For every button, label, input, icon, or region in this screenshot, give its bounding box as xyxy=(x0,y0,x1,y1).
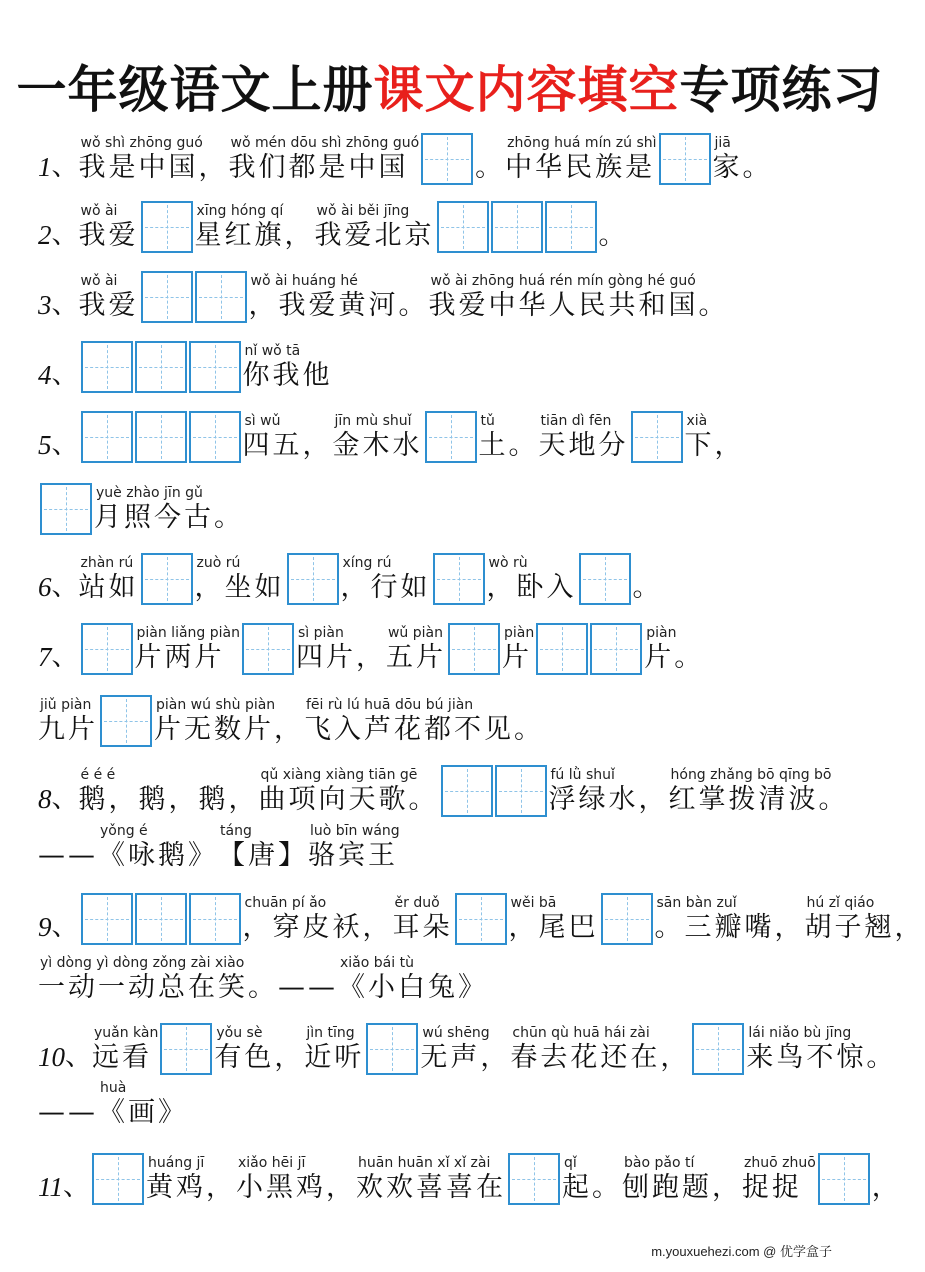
pinyin-text: huáng jī xyxy=(148,1155,205,1171)
text-segment xyxy=(249,273,429,325)
pinyin-text: jìn tīng xyxy=(306,1025,355,1041)
text-segment xyxy=(599,203,629,255)
hanzi-text: 天地分 xyxy=(538,430,629,461)
text-segment xyxy=(296,625,386,677)
hanzi-text: 飞入芦花都不见。 xyxy=(304,714,544,745)
item-number: 2 xyxy=(38,220,52,250)
answer-box-group xyxy=(100,695,152,747)
pinyin-text: zhàn rú xyxy=(80,555,134,571)
pinyin-text: xíng rú xyxy=(342,555,392,571)
pinyin-text xyxy=(633,555,635,571)
pinyin-text: yì dòng yì dòng zǒng zài xiào xyxy=(40,955,245,971)
hanzi-text: —— xyxy=(38,1097,98,1128)
hanzi-text: ，坐如 xyxy=(194,572,285,603)
text-segment xyxy=(195,203,315,255)
tianzige-answer-box[interactable] xyxy=(81,411,133,463)
exercise-line xyxy=(38,185,629,255)
hanzi-text: 《小白兔》 xyxy=(338,972,488,1003)
pinyin-text: hú zǐ qiáo xyxy=(806,895,875,911)
tianzige-answer-box[interactable] xyxy=(601,893,653,945)
item-separator: 、 xyxy=(51,289,79,320)
text-segment xyxy=(633,555,663,607)
item-separator: 、 xyxy=(63,1171,90,1202)
text-segment xyxy=(479,413,539,465)
answer-box-group xyxy=(141,271,247,323)
pinyin-text: jīn mù shuǐ xyxy=(334,413,412,429)
answer-box-group xyxy=(631,411,683,463)
item-separator: 、 xyxy=(51,151,79,182)
answer-box-group xyxy=(81,623,133,675)
text-segment xyxy=(356,1155,506,1207)
answer-box-group xyxy=(818,1153,870,1205)
text-segment xyxy=(243,413,333,465)
exercise-line xyxy=(38,1137,902,1207)
tianzige-answer-box[interactable] xyxy=(590,623,642,675)
item-number: 5 xyxy=(38,430,52,460)
text-segment xyxy=(98,823,218,875)
page-title xyxy=(0,50,900,122)
text-segment xyxy=(38,1080,98,1132)
pinyin-text: wǒ ài běi jīng xyxy=(316,203,410,219)
text-segment xyxy=(429,273,729,325)
text-segment xyxy=(549,767,669,819)
title-part-highlight: 课文内容填空 xyxy=(373,61,680,119)
hanzi-text: 一动一动总在笑。—— xyxy=(38,972,338,1003)
answer-box-group xyxy=(81,411,241,463)
hanzi-text: 我是中国， xyxy=(78,152,229,183)
pinyin-text xyxy=(599,203,601,219)
text-segment xyxy=(746,1025,896,1077)
pinyin-text: qǔ xiàng xiàng tiān gē xyxy=(260,767,418,783)
exercise-line xyxy=(38,937,488,1007)
pinyin-text: qǐ xyxy=(564,1155,577,1171)
answer-box-group xyxy=(92,1153,144,1205)
text-segment xyxy=(308,823,400,875)
title-part-1: 一年级语文上册 xyxy=(16,61,374,119)
text-segment xyxy=(79,135,229,187)
tianzige-answer-box[interactable] xyxy=(421,133,473,185)
text-segment xyxy=(505,135,656,187)
pinyin-text: bào pǎo tí xyxy=(624,1155,695,1171)
pinyin-text: fēi rù lú huā dōu bú jiàn xyxy=(306,697,474,713)
tianzige-answer-box[interactable] xyxy=(545,201,597,253)
hanzi-text: 站如 xyxy=(78,572,139,603)
hanzi-text: 你我他 xyxy=(242,360,333,391)
pinyin-text: yuǎn kàn xyxy=(94,1025,159,1041)
answer-box-group xyxy=(692,1023,744,1075)
pinyin-text: sì wǔ xyxy=(244,413,281,429)
exercise-line xyxy=(38,255,729,325)
tianzige-answer-box[interactable] xyxy=(81,623,133,675)
pinyin-text: piàn xyxy=(646,625,677,641)
answer-box-group xyxy=(441,765,547,817)
hanzi-text: 五片 xyxy=(385,642,446,673)
pinyin-text: chuān pí ǎo xyxy=(244,895,327,911)
item-separator: 、 xyxy=(51,571,79,602)
pinyin-text: zuò rú xyxy=(196,555,241,571)
pinyin-text: fú lǜ shuǐ xyxy=(550,767,615,783)
text-segment xyxy=(805,895,925,947)
tianzige-answer-box[interactable] xyxy=(441,765,493,817)
hanzi-text: 黄鸡， xyxy=(146,1172,236,1203)
answer-box-group xyxy=(141,553,193,605)
title-part-3: 专项练习 xyxy=(679,61,884,119)
tianzige-answer-box[interactable] xyxy=(135,411,187,463)
answer-box-group xyxy=(536,623,642,675)
hanzi-text: 。 xyxy=(632,572,663,603)
text-segment xyxy=(304,697,544,749)
exercise-line xyxy=(38,325,333,395)
tianzige-answer-box[interactable] xyxy=(287,553,339,605)
tianzige-answer-box[interactable] xyxy=(100,695,152,747)
hanzi-text: 。三瓣嘴， xyxy=(654,912,805,943)
tianzige-answer-box[interactable] xyxy=(692,1023,744,1075)
pinyin-text: zhōng huá mín zú shì xyxy=(507,135,657,151)
hanzi-text: 刨跑题， xyxy=(622,1172,742,1203)
hanzi-text: 春去花还在， xyxy=(510,1042,691,1073)
hanzi-text: 片 xyxy=(501,642,532,673)
hanzi-text: 浮绿水， xyxy=(548,784,669,815)
pinyin-text: piàn liǎng piàn xyxy=(136,625,240,641)
text-segment xyxy=(562,1155,622,1207)
hanzi-text: 我们都是中国 xyxy=(228,152,409,183)
tianzige-answer-box[interactable] xyxy=(189,341,241,393)
pinyin-text: piàn wú shù piàn xyxy=(156,697,276,713)
hanzi-text: 四片， xyxy=(295,642,386,673)
hanzi-text: 骆宾王 xyxy=(308,840,398,871)
hanzi-text: 月照今古。 xyxy=(94,502,244,533)
tianzige-answer-box[interactable] xyxy=(631,411,683,463)
hanzi-text: 红掌拨清波。 xyxy=(668,784,849,815)
tianzige-answer-box[interactable] xyxy=(579,553,631,605)
tianzige-answer-box[interactable] xyxy=(141,271,193,323)
hanzi-text: —— xyxy=(38,840,98,871)
hanzi-text: 星红旗， xyxy=(194,220,315,251)
answer-box-group xyxy=(659,133,711,185)
pinyin-text: chūn qù huā hái zài xyxy=(512,1025,650,1041)
pinyin-text: huà xyxy=(100,1080,127,1096)
text-segment xyxy=(229,135,420,187)
hanzi-text: 九片 xyxy=(38,714,98,745)
exercise-line xyxy=(38,607,704,677)
hanzi-text: 《画》 xyxy=(98,1097,188,1128)
text-segment xyxy=(644,625,704,677)
hanzi-text: 片无数片， xyxy=(154,714,304,745)
text-segment xyxy=(341,555,431,607)
text-segment xyxy=(304,1025,364,1077)
hanzi-text: 胡子翘， xyxy=(804,912,925,943)
exercise-line xyxy=(38,395,745,465)
text-segment xyxy=(509,895,599,947)
pinyin-text: zhuō zhuō xyxy=(744,1155,816,1171)
tianzige-answer-box[interactable] xyxy=(135,341,187,393)
hanzi-text: 【唐】 xyxy=(218,840,308,871)
item-separator: 、 xyxy=(51,783,79,814)
tianzige-answer-box[interactable] xyxy=(508,1153,560,1205)
hanzi-text: 远看 xyxy=(92,1042,152,1073)
text-segment xyxy=(236,1155,356,1207)
hanzi-text: 鹅，鹅，鹅， xyxy=(78,784,259,815)
exercise-line xyxy=(38,805,400,875)
exercise-line xyxy=(38,537,663,607)
text-segment xyxy=(218,823,308,875)
pinyin-text: ěr duǒ xyxy=(394,895,440,911)
text-segment xyxy=(713,135,773,187)
text-segment xyxy=(386,625,446,677)
answer-box-group xyxy=(366,1023,418,1075)
tianzige-answer-box[interactable] xyxy=(433,553,485,605)
hanzi-text: 近听 xyxy=(304,1042,365,1073)
hanzi-text: 欢欢喜喜在 xyxy=(356,1172,506,1203)
text-segment xyxy=(243,343,333,395)
answer-box-group xyxy=(448,623,500,675)
item-number: 10 xyxy=(38,1042,65,1072)
answer-box-group xyxy=(579,553,631,605)
text-segment xyxy=(669,767,849,819)
tianzige-answer-box[interactable] xyxy=(448,623,500,675)
item-number: 3 xyxy=(38,290,52,320)
tianzige-answer-box[interactable] xyxy=(195,271,247,323)
item-number: 6 xyxy=(38,572,52,602)
item-separator: 、 xyxy=(51,359,79,390)
text-segment xyxy=(622,1155,742,1207)
hanzi-text: 曲项向天歌。 xyxy=(258,784,439,815)
tianzige-answer-box[interactable] xyxy=(242,623,294,675)
text-segment xyxy=(420,1025,510,1077)
pinyin-text: wěi bā xyxy=(510,895,557,911)
pinyin-text: sì piàn xyxy=(297,625,344,641)
hanzi-text: ，卧入 xyxy=(486,572,577,603)
hanzi-text: ，我爱黄河。 xyxy=(248,290,429,321)
hanzi-text: 片。 xyxy=(644,642,705,673)
exercise-line xyxy=(38,117,773,187)
pinyin-text: lái niǎo bù jīng xyxy=(748,1025,852,1041)
answer-box-group xyxy=(425,411,477,463)
hanzi-text: 我爱 xyxy=(78,220,139,251)
pinyin-text: piàn xyxy=(503,625,535,641)
pinyin-text: wǔ piàn xyxy=(387,625,443,641)
text-segment xyxy=(38,823,98,875)
text-segment xyxy=(487,555,577,607)
answer-box-group xyxy=(421,133,473,185)
pinyin-text: yǒng é xyxy=(100,823,148,839)
text-segment xyxy=(79,273,139,325)
text-segment xyxy=(685,413,745,465)
hanzi-text: 《咏鹅》 xyxy=(98,840,218,871)
text-segment xyxy=(475,135,505,187)
pinyin-text: huān huān xǐ xǐ zài xyxy=(358,1155,491,1171)
hanzi-text: 有色， xyxy=(214,1042,305,1073)
tianzige-answer-box[interactable] xyxy=(81,341,133,393)
pinyin-text: nǐ wǒ tā xyxy=(244,343,301,359)
text-segment xyxy=(195,555,285,607)
tianzige-answer-box[interactable] xyxy=(141,553,193,605)
pinyin-text: xiǎo hēi jī xyxy=(238,1155,306,1171)
pinyin-text: luò bīn wáng xyxy=(310,823,400,839)
answer-box-group xyxy=(141,201,193,253)
text-segment xyxy=(38,697,98,749)
answer-box-group xyxy=(601,893,653,945)
pinyin-text: tǔ xyxy=(480,413,495,429)
pinyin-text: wǒ ài xyxy=(80,203,118,219)
item-number: 9 xyxy=(38,912,52,942)
item-number: 11 xyxy=(38,1172,63,1202)
tianzige-answer-box[interactable] xyxy=(141,201,193,253)
pinyin-text: wǒ mén dōu shì zhōng guó xyxy=(230,135,420,151)
pinyin-text: wò rù xyxy=(488,555,528,571)
pinyin-text: wǒ shì zhōng guó xyxy=(80,135,203,151)
hanzi-text: 我爱中华人民共和国。 xyxy=(428,290,729,321)
hanzi-text: 。 xyxy=(598,220,629,251)
text-segment xyxy=(315,203,435,255)
answer-box-group xyxy=(437,201,597,253)
text-segment xyxy=(94,485,244,537)
tianzige-answer-box[interactable] xyxy=(659,133,711,185)
hanzi-text: 我爱 xyxy=(78,290,139,321)
item-number: 8 xyxy=(38,784,52,814)
text-segment xyxy=(214,1025,304,1077)
pinyin-text: jiǔ piàn xyxy=(40,697,92,713)
text-segment xyxy=(38,955,338,1007)
pinyin-text: xiǎo bái tù xyxy=(340,955,414,971)
pinyin-text: wú shēng xyxy=(422,1025,490,1041)
text-segment xyxy=(338,955,488,1007)
tianzige-answer-box[interactable] xyxy=(425,411,477,463)
text-segment xyxy=(872,1155,902,1207)
text-segment xyxy=(135,625,240,677)
text-segment xyxy=(655,895,805,947)
text-segment xyxy=(146,1155,236,1207)
text-segment xyxy=(333,413,423,465)
text-segment xyxy=(502,625,534,677)
hanzi-text: 起。 xyxy=(562,1172,622,1203)
item-separator: 、 xyxy=(65,1041,92,1072)
hanzi-text: 金木水 xyxy=(332,430,423,461)
tianzige-answer-box[interactable] xyxy=(495,765,547,817)
tianzige-answer-box[interactable] xyxy=(40,483,92,535)
hanzi-text: ， xyxy=(871,1172,902,1203)
pinyin-text: táng xyxy=(220,823,252,839)
hanzi-text: 捉捉 xyxy=(742,1172,802,1203)
pinyin-text: yuè zhào jīn gǔ xyxy=(96,485,203,501)
text-segment xyxy=(79,555,139,607)
tianzige-answer-box[interactable] xyxy=(536,623,588,675)
hanzi-text: 下， xyxy=(684,430,745,461)
item-separator: 、 xyxy=(51,429,79,460)
tianzige-answer-box[interactable] xyxy=(189,411,241,463)
exercise-line xyxy=(38,467,244,537)
pinyin-text: sān bàn zuǐ xyxy=(656,895,737,911)
tianzige-answer-box[interactable] xyxy=(818,1153,870,1205)
item-separator: 、 xyxy=(51,641,79,672)
hanzi-text: 土。 xyxy=(478,430,539,461)
hanzi-text: ，穿皮袄， xyxy=(242,912,393,943)
text-segment xyxy=(98,1080,188,1132)
tianzige-answer-box[interactable] xyxy=(92,1153,144,1205)
hanzi-text: ，行如 xyxy=(340,572,431,603)
item-separator: 、 xyxy=(51,911,79,942)
answer-box-group xyxy=(433,553,485,605)
hanzi-text: 四五， xyxy=(242,430,333,461)
pinyin-text xyxy=(38,823,40,839)
tianzige-answer-box[interactable] xyxy=(491,201,543,253)
hanzi-text: 小黑鸡， xyxy=(236,1172,356,1203)
answer-box-group xyxy=(40,483,92,535)
hanzi-text: 耳朵 xyxy=(392,912,453,943)
pinyin-text: xīng hóng qí xyxy=(196,203,284,219)
hanzi-text: 家。 xyxy=(712,152,773,183)
hanzi-text: 片两片 xyxy=(134,642,225,673)
text-segment xyxy=(742,1155,816,1207)
footer-credit: m.youxuehezi.com @ 优学盒子 xyxy=(651,1244,832,1259)
hanzi-text: 来鸟不惊。 xyxy=(746,1042,897,1073)
hanzi-text: 我爱北京 xyxy=(314,220,435,251)
pinyin-text: tiān dì fēn xyxy=(540,413,612,429)
pinyin-text: xià xyxy=(686,413,708,429)
pinyin-text: wǒ ài zhōng huá rén mín gòng hé guó xyxy=(430,273,696,289)
exercise-line xyxy=(38,679,544,749)
hanzi-text: 。 xyxy=(475,152,506,183)
exercise-line xyxy=(38,1062,188,1132)
item-number: 7 xyxy=(38,642,52,672)
pinyin-text xyxy=(38,1080,40,1096)
pinyin-text: jiā xyxy=(714,135,731,151)
pinyin-text xyxy=(475,135,477,151)
answer-box-group xyxy=(81,341,241,393)
pinyin-text: hóng zhǎng bō qīng bō xyxy=(670,767,832,783)
pinyin-text: wǒ ài xyxy=(80,273,118,289)
answer-box-group xyxy=(508,1153,560,1205)
item-separator: 、 xyxy=(51,219,79,250)
text-segment xyxy=(539,413,629,465)
text-segment xyxy=(154,697,304,749)
hanzi-text: 无声， xyxy=(420,1042,511,1073)
item-number: 4 xyxy=(38,360,52,390)
hanzi-text: ，尾巴 xyxy=(508,912,599,943)
pinyin-text: é é é xyxy=(80,767,116,783)
answer-box-group xyxy=(242,623,294,675)
text-segment xyxy=(510,1025,690,1077)
item-number: 1 xyxy=(38,152,52,182)
tianzige-answer-box[interactable] xyxy=(366,1023,418,1075)
pinyin-text: wǒ ài huáng hé xyxy=(250,273,358,289)
answer-box-group xyxy=(287,553,339,605)
pinyin-text xyxy=(872,1155,874,1171)
hanzi-text: 中华民族是 xyxy=(505,152,656,183)
text-segment xyxy=(79,203,139,255)
tianzige-answer-box[interactable] xyxy=(437,201,489,253)
pinyin-text: yǒu sè xyxy=(216,1025,263,1041)
